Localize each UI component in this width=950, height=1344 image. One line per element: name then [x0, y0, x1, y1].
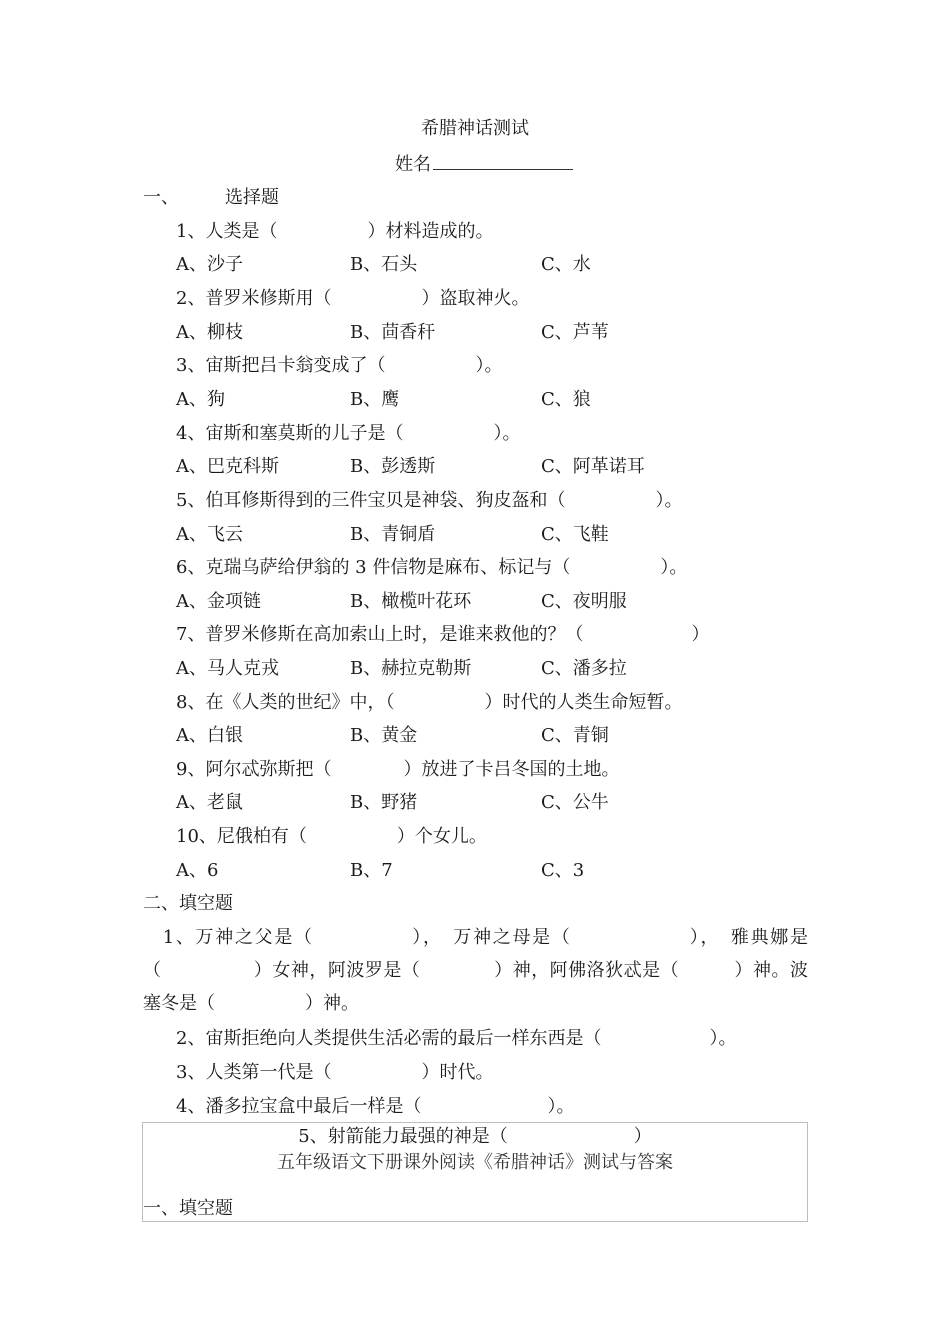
question-2: 2、普罗米修斯用（ ）盗取神火。	[176, 288, 530, 309]
q8-option-b: B、黄金	[350, 725, 418, 746]
q3-option-a: A、狗	[176, 389, 225, 410]
section1-title: 选择题	[225, 187, 279, 208]
name-underline	[433, 153, 573, 170]
question-8: 8、在《人类的世纪》中，（ ）时代的人类生命短暂。	[176, 692, 683, 713]
question-6: 6、克瑞乌萨给伊翁的 3 件信物是麻布、标记与（ ）。	[176, 557, 688, 578]
fill-question-4: 4、潘多拉宝盒中最后一样是（ ）。	[176, 1096, 575, 1117]
q9-option-b: B、野猪	[350, 792, 418, 813]
name-field	[395, 153, 573, 176]
q10-option-a: A、6	[176, 860, 219, 881]
q1-option-c: C、水	[541, 254, 591, 275]
q6-option-a: A、金项链	[176, 591, 261, 612]
answer-box	[142, 1122, 808, 1222]
fill-question-3: 3、人类第一代是（ ）时代。	[176, 1062, 494, 1083]
q4-option-b: B、彭透斯	[350, 456, 436, 477]
q3-option-c: C、狼	[541, 389, 591, 410]
q8-option-c: C、青铜	[541, 725, 609, 746]
q4-option-c: C、阿革诺耳	[541, 456, 645, 477]
page-title: 希腊神话测试	[421, 118, 529, 139]
q9-option-a: A、老鼠	[176, 792, 243, 813]
q10-option-b: B、7	[350, 860, 393, 881]
q5-option-c: C、飞鞋	[541, 524, 609, 545]
q4-option-a: A、巴克科斯	[176, 456, 279, 477]
q2-option-a: A、柳枝	[176, 322, 243, 343]
q3-option-b: B、鹰	[350, 389, 400, 410]
section2-heading: 二、填空题	[143, 893, 233, 914]
q1-option-b: B、石头	[350, 254, 418, 275]
q8-option-a: A、白银	[176, 725, 243, 746]
question-10: 10、尼俄柏有（ ）个女儿。	[176, 826, 487, 847]
name-label: 姓名	[395, 154, 431, 175]
question-9: 9、阿尔忒弥斯把（ ）放进了卡吕冬国的土地。	[176, 759, 620, 780]
q6-option-c: C、夜明服	[541, 591, 627, 612]
answer-heading: 五年级语文下册课外阅读《希腊神话》测试与答案	[277, 1152, 673, 1173]
question-7: 7、普罗米修斯在高加索山上时，是谁来救他的？（ ）	[176, 624, 710, 645]
q1-option-a: A、沙子	[176, 254, 243, 275]
q6-option-b: B、橄榄叶花环	[350, 591, 472, 612]
q9-option-c: C、公牛	[541, 792, 609, 813]
question-4: 4、宙斯和塞莫斯的儿子是（ ）。	[176, 423, 521, 444]
section1-heading	[143, 187, 279, 209]
q7-option-b: B、赫拉克勒斯	[350, 658, 472, 679]
question-1: 1、人类是（ ）材料造成的。	[176, 221, 494, 242]
answer-section-heading: 一、填空题	[143, 1198, 233, 1219]
q5-option-a: A、飞云	[176, 524, 243, 545]
fill-question-2: 2、宙斯拒绝向人类提供生活必需的最后一样东西是（ ）。	[176, 1028, 737, 1049]
q5-option-b: B、青铜盾	[350, 524, 436, 545]
fill-question-1: 1、万神之父是（ ）， 万神之母是（ ）， 雅典娜是（ ）女神，阿波罗是（ ）神，阿佛洛狄忒是（ ）神。波塞冬是（ ）神。	[143, 927, 808, 1014]
fill-question-5: 5、射箭能力最强的神是（ ）	[298, 1126, 652, 1147]
q7-option-a: A、马人克戎	[176, 658, 279, 679]
q10-option-c: C、3	[541, 860, 585, 881]
q2-option-c: C、芦苇	[541, 322, 609, 343]
question-3: 3、宙斯把吕卡翁变成了（ ）。	[176, 355, 503, 376]
section1-number: 一、	[143, 187, 179, 208]
q7-option-c: C、潘多拉	[541, 658, 627, 679]
q2-option-b: B、茴香秆	[350, 322, 436, 343]
question-5: 5、伯耳修斯得到的三件宝贝是神袋、狗皮盔和（ ）。	[176, 490, 683, 511]
